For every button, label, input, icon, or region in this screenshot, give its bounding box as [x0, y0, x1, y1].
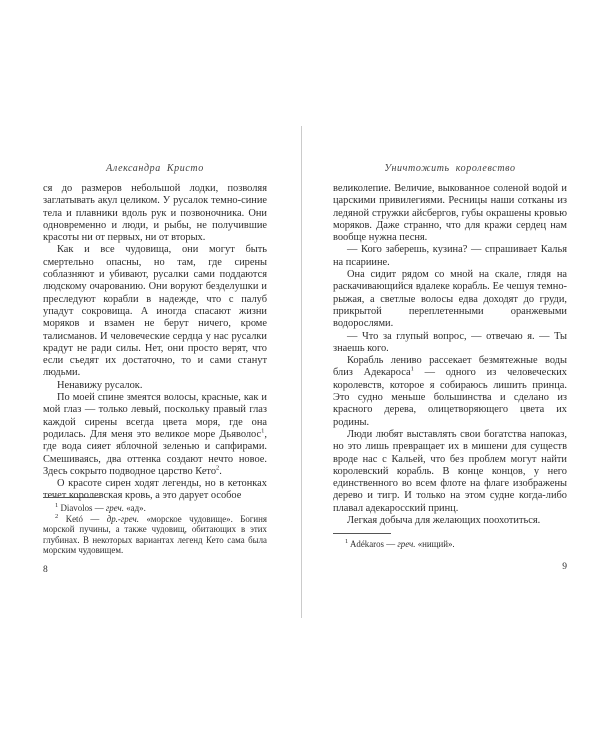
footnote: $^1$ Diavolos — греч. «ад».	[55, 502, 146, 513]
body-paragraph: ся до размеров небольшой лодки, позволяя заглатывать акул целиком. У русалок темно-синие тела и плавники вдоль рук и позвоночника. Они одновременно и люди, и рыбы, не получившие красоты ни от первых, ни от вторых.	[43, 183, 267, 244]
left-running-header: Александра Кристо	[106, 163, 204, 174]
italic-text: греч.	[397, 539, 416, 549]
right-page	[302, 125, 600, 620]
right-page-footnotes	[333, 533, 567, 550]
footnote: $^2$ Ketó — др.-греч. «морское чудовище». Богиня морской пучины, а также чудовищ, обитающих в этих глубинах. В некоторых вариантах легенд Кето сама была морским чудовищем.	[43, 512, 267, 555]
italic-text: др.-греч.	[106, 513, 140, 524]
body-paragraph: Она сидит рядом со мной на скале, глядя на раскачивающийся вдалеке корабль. Ее чешуя темно-рыжая, а светлые волосы едва доходят до груди, прикрытой переплетенными оранжевыми водорослями.	[333, 269, 567, 330]
body-paragraph: великолепие. Величие, выкованное соленой водой и царскими привилегиями. Ресницы наши сотканы из ледяной стружки айсбергов, губы окрашены кровью моряков. Даже странно, что для кражи сердец нам вообще нужна песня.	[333, 183, 567, 244]
body-paragraph: О красоте сирен ходят легенды, но в кетонках течет королевская кровь, а это дарует особое	[43, 478, 267, 502]
body-paragraph: Корабль лениво рассекает безмятежные воды близ Адекароса$^1$ — одного из человеческих королевств, которое я собираюсь лишить принца. Это судно меньше большинства и сделано из красного дерева, олицетворяющего цвета их родины.	[333, 355, 567, 428]
body-paragraph: Люди любят выставлять свои богатства напоказ, но это лишь превращает их в мишени для существ вроде нас с Кальей, что без проблем могут найти королевский корабль. В конце концов, у него единственного во всем флоте на флаге изображены дерево и тигр. И только на этом судне когда-либо плавал адекаросский принц.	[333, 428, 567, 514]
right-page-number: 9	[562, 562, 567, 572]
footnote-reference: 2	[55, 512, 59, 520]
left-page	[0, 125, 301, 620]
body-paragraph: — Кого заберешь, кузина? — спрашивает Калья на псариине.	[333, 244, 567, 268]
footnote-reference: 1	[261, 427, 265, 435]
footnote-reference: 1	[410, 365, 414, 373]
left-page-body	[43, 183, 267, 503]
right-page-body	[333, 183, 567, 527]
footnote-reference: 2	[216, 464, 220, 472]
body-paragraph: — Что за глупый вопрос, — отвечаю я. — Ты знаешь кого.	[333, 330, 567, 354]
footnote: $^1$ Adékaros — греч. «нищий».	[345, 538, 455, 549]
body-paragraph: Ненавижу русалок.	[57, 379, 143, 391]
body-paragraph: По моей спине змеятся волосы, красные, как и мой глаз — только левый, поскольку правый глаз каждой сирены всегда цвета моря, где она родилась. Для меня это великое море Дьяволос$^1$, где вода сияет яблочной зеленью и сапфирами. Смешиваясь, два оттенка создают нечто новое. Здесь сокрыто подводное царство Кето$^2$.	[43, 392, 267, 477]
footnote-reference: 1	[345, 538, 349, 546]
left-page-footnotes	[43, 497, 267, 556]
italic-text: греч.	[105, 503, 125, 513]
right-running-header: Уничтожить королевство	[384, 163, 516, 174]
body-paragraph: Как и все чудовища, они могут быть смертельно опасны, но там, где сирены соблазняют и убивают, русалки сами поддаются людскому очарованию. Они воруют безделушки и преследуют корабли в надежде, что с палуб упадут сокровища. А иногда спасают жизни моряков и взамен не берут ничего, кроме талисманов. И человеческие сердца у нас русалки крадут не ради силы. Нет, они просто верят, что если съедят их достаточно, то и сами станут людьми.	[43, 244, 267, 379]
body-paragraph: Легкая добыча для желающих поохотиться.	[347, 515, 541, 527]
left-page-number: 8	[43, 565, 48, 575]
footnote-reference: 1	[55, 502, 59, 510]
